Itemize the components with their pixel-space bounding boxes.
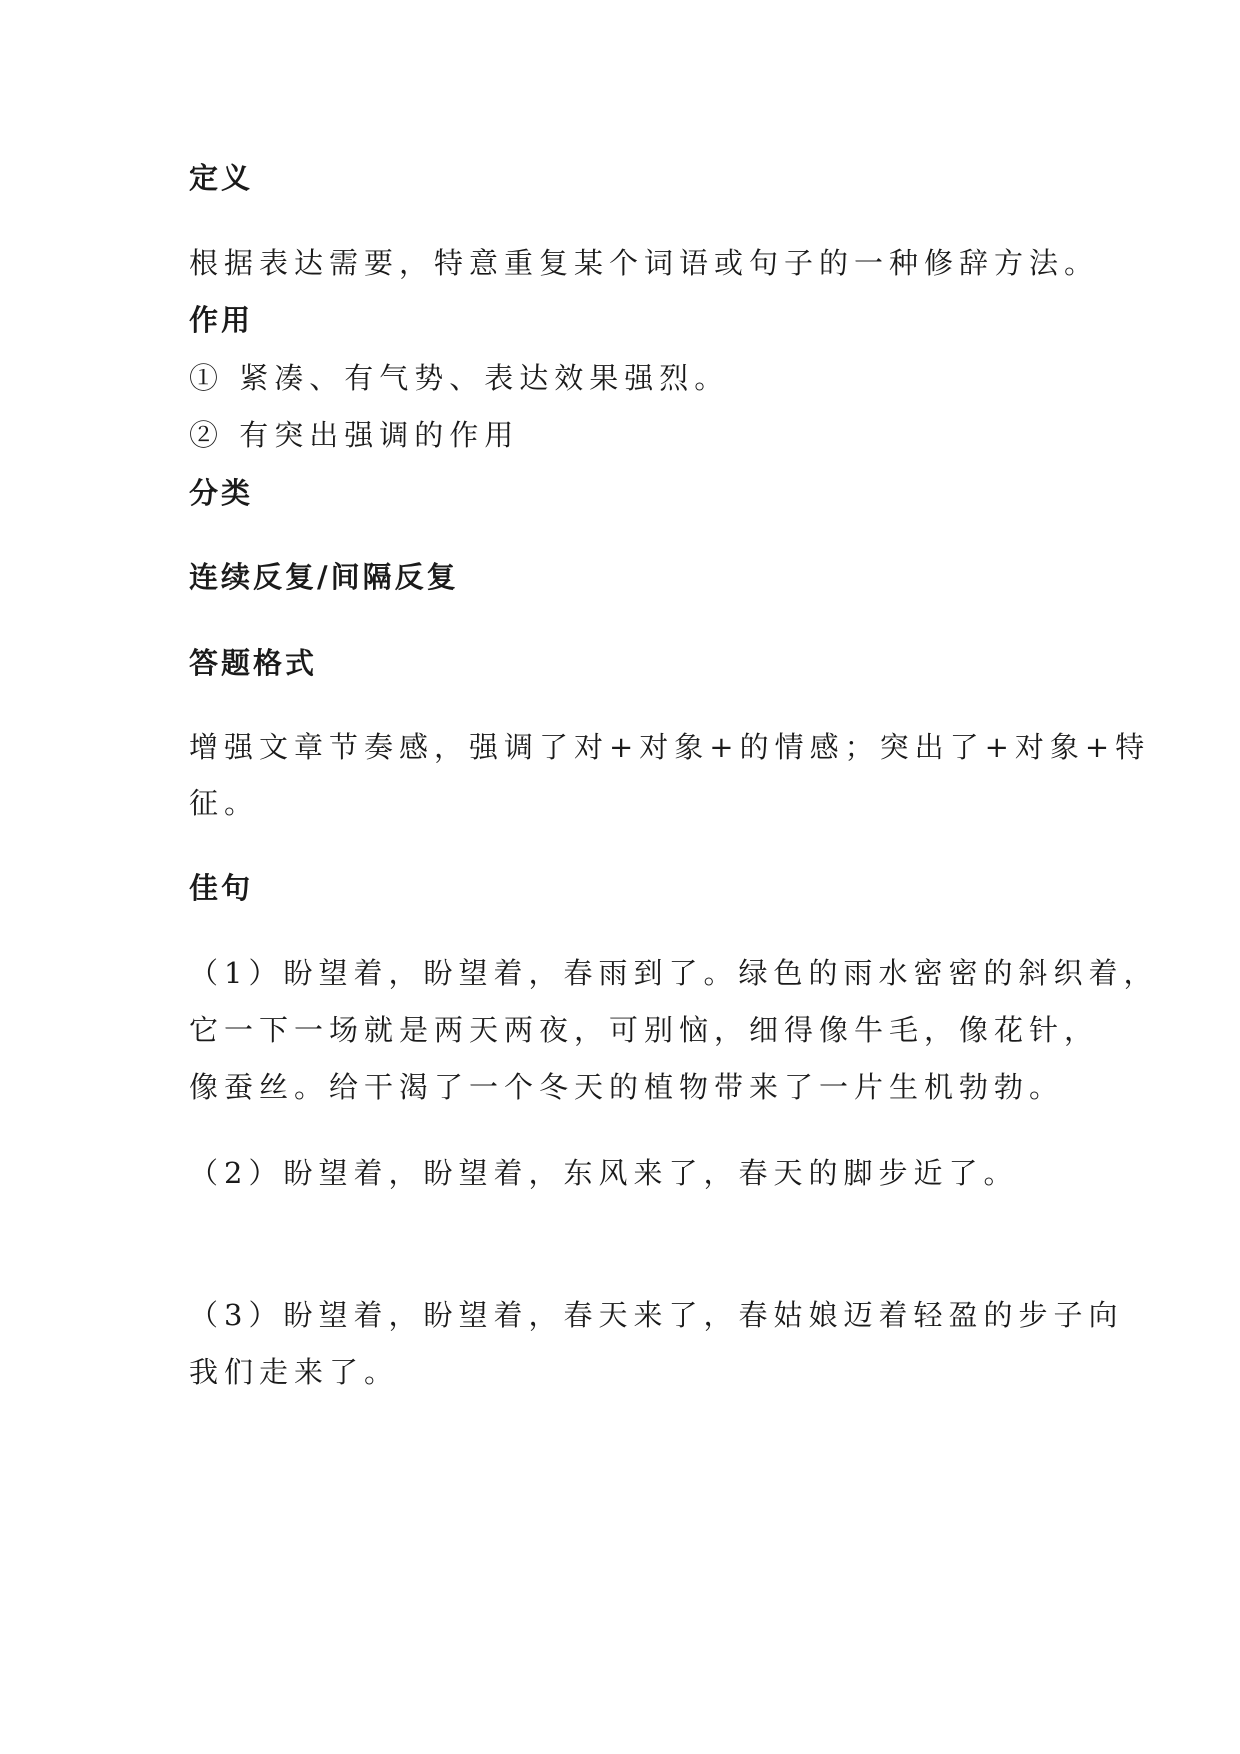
effect-item: ① 紧凑、有气势、表达效果强烈。 [189, 361, 730, 395]
example-line: 它一下一场就是两天两夜，可别恼，细得像牛毛，像花针， [189, 1013, 1100, 1047]
answer-format-line: 征。 [189, 786, 260, 820]
example-line: 像蚕丝。给干渴了一个冬天的植物带来了一片生机勃勃。 [189, 1070, 1065, 1104]
effect-heading: 作用 [189, 303, 254, 337]
answer-format-heading: 答题格式 [189, 646, 318, 680]
example-line: （1）盼望着，盼望着，春雨到了。绿色的雨水密密的斜织着， [189, 956, 1159, 990]
example-line: 我们走来了。 [189, 1355, 400, 1389]
definition-heading: 定义 [189, 161, 254, 195]
classification-text: 连续反复/间隔反复 [189, 560, 459, 594]
answer-format-line: 增强文章节奏感，强调了对+对象+的情感；突出了+对象+特 [189, 730, 1151, 764]
example-line: （3）盼望着，盼望着，春天来了，春姑娘迈着轻盈的步子向 [189, 1298, 1124, 1332]
classification-heading: 分类 [189, 476, 254, 510]
example-line: （2）盼望着，盼望着，东风来了，春天的脚步近了。 [189, 1156, 1019, 1190]
definition-text: 根据表达需要，特意重复某个词语或句子的一种修辞方法。 [189, 246, 1100, 280]
effect-item: ② 有突出强调的作用 [189, 418, 520, 452]
examples-heading: 佳句 [189, 871, 254, 905]
